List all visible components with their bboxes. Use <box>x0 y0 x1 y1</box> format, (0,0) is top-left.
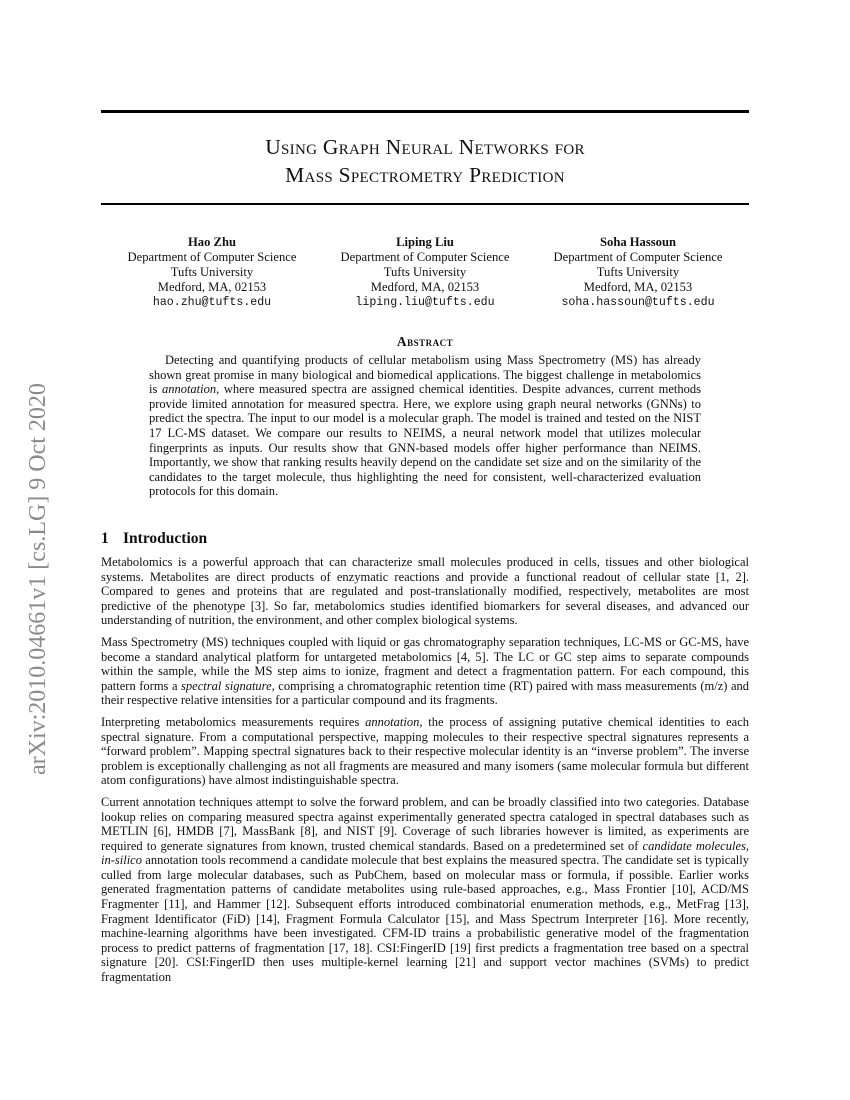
paragraph-text: Mass Spectrometry (MS) techniques coupled with liquid or gas chromatography separation techniques, LC-MS or GC-MS, have become a standard analytical platform for untargeted metabolomics [4, 5]. The LC or GC step aims to separate compounds within the sample, while the MS step aims to ionize, fragment and detect a fragmentation pattern. For each compound, this pattern forms a <box>101 634 749 693</box>
author-email[interactable]: liping.liu@tufts.edu <box>355 296 495 309</box>
title-line-1: Using Graph Neural Networks for <box>265 135 585 159</box>
author-3 <box>533 235 743 310</box>
body-text <box>101 555 749 992</box>
author-address: Medford, MA, 02153 <box>583 280 693 294</box>
author-univ: Tufts University <box>596 265 680 279</box>
section-title: Introduction <box>123 530 208 547</box>
abstract-part: , where measured spectra are assigned chemical identities. Despite advances, current methods provide limited annotation for measured spectra. Here, we explore using graph neural networks (GNNs) to predict the spectra. The input to our model is a molecular graph. The model is trained and tested on the NIST 17 LC-MS dataset. We compare our results to NEIMS, a neural network model that utilizes molecular fingerprints as inputs. Our results show that GNN-based models offer higher performance than NEIMS. Importantly, we show that ranking results heavily depend on the candidate set size and on the similarity of the candidates to the target molecule, thus highlighting the need for consistent, well-characterized evaluation protocols for this domain. <box>149 382 701 499</box>
section-number: 1 <box>101 530 109 547</box>
title-line-2: Mass Spectrometry Prediction <box>285 163 565 187</box>
author-block <box>101 235 749 315</box>
paragraph-emphasis: candidate molecules <box>642 838 746 853</box>
author-email[interactable]: hao.zhu@tufts.edu <box>152 296 272 309</box>
paper-title <box>101 133 749 189</box>
paragraph-text: Current annotation techniques attempt to solve the forward problem, and can be broadly classified into two categories. Database lookup relies on comparing measured spectra against experimentally generated spectra cataloged in spectral databases such as METLIN [6], HMDB [7], MassBank [8], and NIST [9]. Coverage of such libraries however is limited, as experiments are required to generate signatures from known, trusted chemical standards. Based on a predetermined set of <box>101 794 749 853</box>
abstract-heading: Abstract <box>396 334 454 349</box>
author-2 <box>320 235 530 310</box>
paragraph-text: , <box>745 838 749 853</box>
abstract-text <box>149 353 701 499</box>
paragraph-emphasis: spectral signature <box>181 678 272 693</box>
paragraph-text: Metabolomics is a powerful approach that can characterize small molecules produced in cells, tissues and other biological systems. Metabolites are direct products of enzymatic reactions and provide a functional readout of cellular state [1, 2]. Compared to genes and proteins that are regulated and post-translationally modified, respectively, metabolites are most predictive of the phenotype [3]. So far, metabolomics studies identified biomarkers for several diseases, and advanced our understanding of nutrition, the environment, and other complex biological systems. <box>101 555 749 628</box>
author-name: Soha Hassoun <box>600 235 676 249</box>
paragraph-text: , comprising a chromatographic retention time (RT) paired with mass measurements (m/z) and their respective relative intensities for a particular compound and its fragments. <box>101 678 749 708</box>
paragraph <box>101 555 749 628</box>
author-univ: Tufts University <box>170 265 254 279</box>
paragraph <box>101 795 749 985</box>
paragraph-emphasis: annotation <box>365 714 420 729</box>
paragraph-emphasis: in-silico <box>101 853 142 868</box>
author-address: Medford, MA, 02153 <box>157 280 267 294</box>
author-univ: Tufts University <box>383 265 467 279</box>
abstract-emphasis: annotation <box>161 382 217 397</box>
paragraph-text: , the process of assigning putative chemical identities to each spectral signature. From a computational perspective, mapping molecules to their respective spectral signatures represents a “forward problem”. Mapping spectral signatures back to their respective molecular identity is an “inverse problem”. The inverse problem is exceptionally challenging as not all fragments are measured and many isomers (same molecular formula but different atom configurations) have almost indistinguishable spectra. <box>101 714 749 788</box>
author-email[interactable]: soha.hassoun@tufts.edu <box>561 296 715 309</box>
paragraph-text: annotation tools recommend a candidate molecule that best explains the measured spectra. The candidate set is typically culled from large molecular databases, such as PubChem, based on molecular mass or formula, if possible. Earlier works generated fragmentation patterns of candidate metabolites using rule-based approaches, e.g., Mass Frontier [10], ACD/MS Fragmenter [11], and Hammer [12]. Subsequent efforts introduced combinatorial enumeration methods, e.g., MetFrag [13], Fragment Identificator (FiD) [14], Fragment Formula Calculator [15], and Mass Spectrum Interpreter [16]. More recently, machine-learning algorithms have been investigated. CFM-ID trains a probabilistic generative model of the fragmentation process to predict patterns of fragmentation [17, 18]. CSI:FingerID [19] first predicts a fragmentation tree based on a spectral signature [20]. CSI:FingerID then uses multiple-kernel learning [21] and support vector machines (SVMs) to predict fragmentation <box>101 853 749 985</box>
paragraph <box>101 715 749 788</box>
section-heading <box>101 530 749 548</box>
author-dept: Department of Computer Science <box>127 250 297 264</box>
arxiv-stamp-svg <box>12 300 58 780</box>
paragraph-text: Interpreting metabolomics measurements requires <box>101 714 366 729</box>
author-dept: Department of Computer Science <box>553 250 723 264</box>
author-dept: Department of Computer Science <box>340 250 510 264</box>
title-rule-top <box>101 110 749 113</box>
arxiv-stamp-text: arXiv:2010.04661v1 [cs.LG] 9 Oct 2020 <box>25 383 51 775</box>
abstract-part: Detecting and quantifying products of cellular metabolism using Mass Spectrometry (MS) has already shown great promise in many biological and biomedical applications. The biggest challenge in metabolomics is <box>149 353 701 397</box>
author-name: Hao Zhu <box>188 235 236 249</box>
author-name: Liping Liu <box>396 235 454 249</box>
author-address: Medford, MA, 02153 <box>370 280 480 294</box>
paragraph <box>101 635 749 708</box>
arxiv-stamp <box>12 300 58 780</box>
author-1 <box>107 235 317 310</box>
title-rule-bottom <box>101 203 749 205</box>
